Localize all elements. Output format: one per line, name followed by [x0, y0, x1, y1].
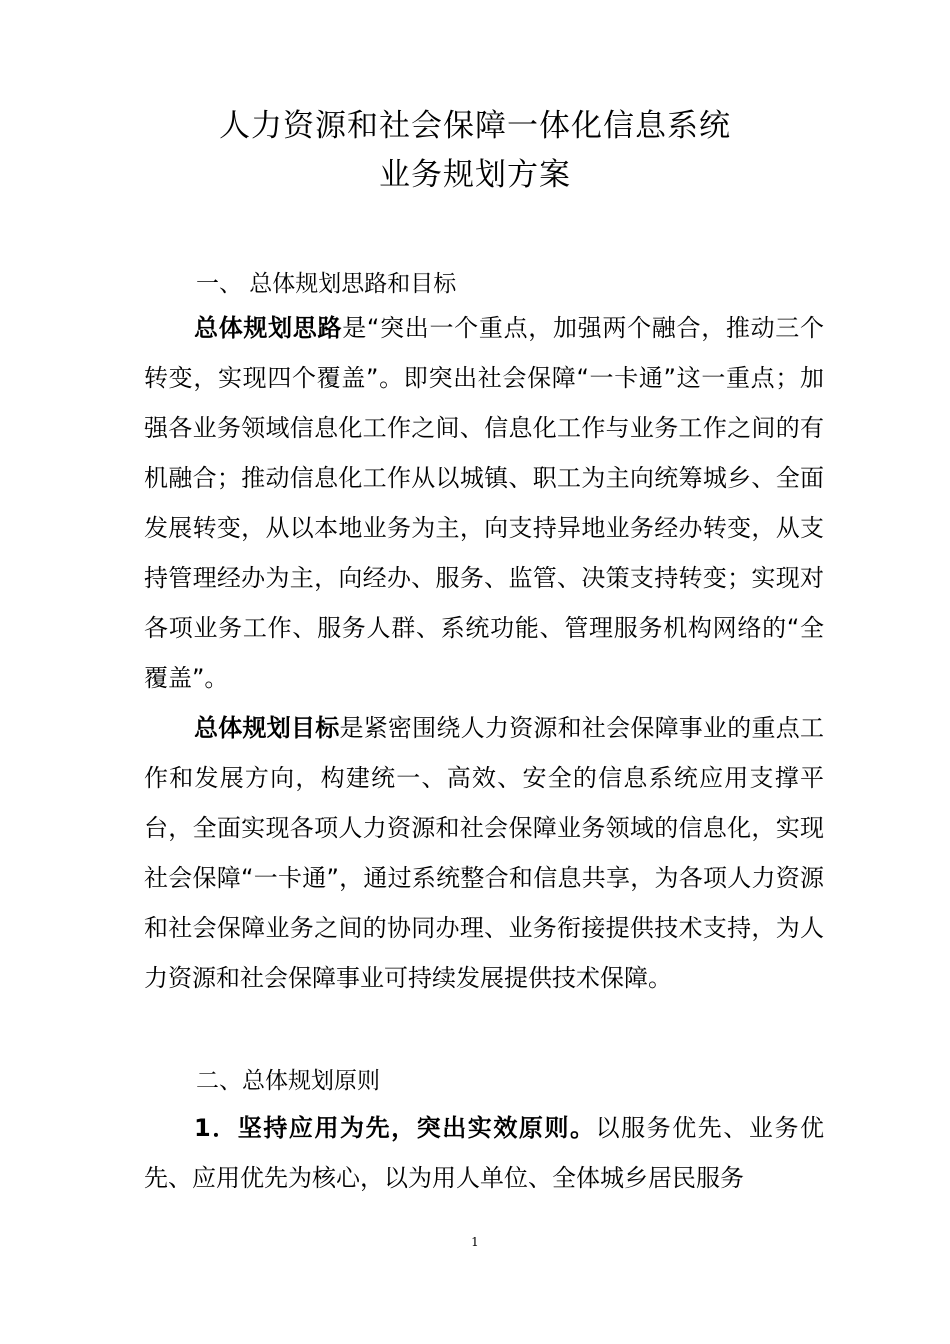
document-title-line-1: 人力资源和社会保障一体化信息系统	[219, 108, 731, 144]
planning-idea-body: 是“突出一个重点，加强两个融合，推动三个转变，实现四个覆盖”。即突出社会保障“一卡通”这一重点；加强各业务领域信息化工作之间、信息化工作与业务工作之间的有机融合；推动信息化工作从以城镇、职工为主向统筹城乡、全面发展转变，从以本地业务为主，向支持异地业务经办转变，从支持管理经办为主，向经办、服务、监管、决策支持转变；实现对各项业务工作、服务人群、系统功能、管理服务机构网络的“全覆盖”。	[144, 314, 824, 692]
planning-idea-lead: 总体规划思路	[194, 314, 343, 342]
planning-idea-paragraph	[144, 303, 824, 703]
principle-1-lead: 1．坚持应用为先，突出实效原则。	[194, 1114, 596, 1142]
document-title-line-2: 业务规划方案	[379, 157, 571, 193]
page-number: 1	[471, 1235, 479, 1249]
planning-goal-body: 是紧密围绕人力资源和社会保障事业的重点工作和发展方向，构建统一、高效、安全的信息系统应用支撑平台，全面实现各项人力资源和社会保障业务领域的信息化，实现社会保障“一卡通”，通过系统整合和信息共享，为各项人力资源和社会保障业务之间的协同办理、业务衔接提供技术支持，为人力资源和社会保障事业可持续发展提供技术保障。	[144, 714, 825, 992]
section-1-heading: 一、 总体规划思路和目标	[196, 271, 457, 297]
section-2-heading: 二、总体规划原则	[196, 1068, 380, 1094]
planning-goal-lead: 总体规划目标	[194, 714, 340, 742]
planning-goal-paragraph	[144, 703, 824, 1003]
principle-1-body: 以服务优先、业务优先、应用优先为核心，以为用人单位、全体城乡居民服务	[144, 1114, 825, 1192]
principle-1-paragraph	[144, 1103, 824, 1203]
